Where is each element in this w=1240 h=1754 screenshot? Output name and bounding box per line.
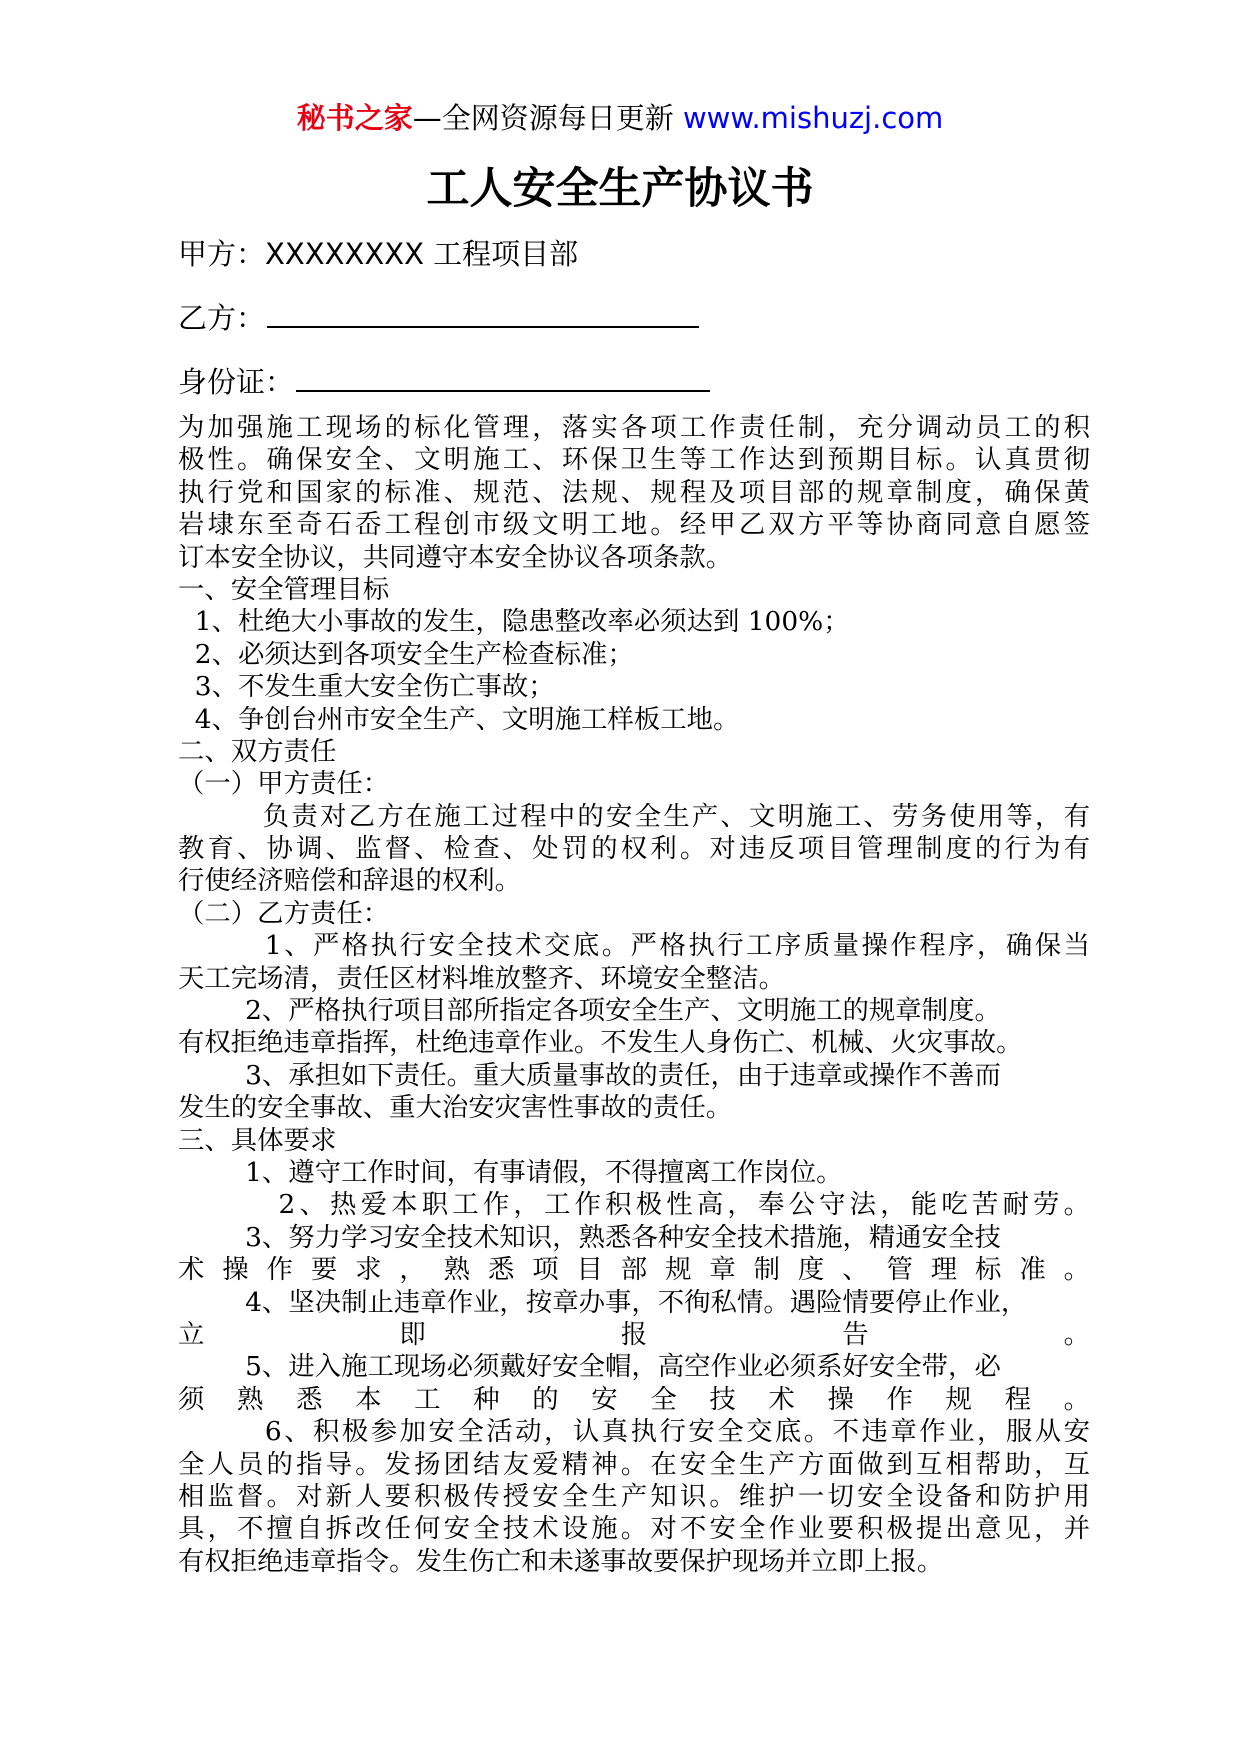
body-line: 2、必须达到各项安全生产检查标准； bbox=[178, 638, 634, 670]
body-line: 1、杜绝大小事故的发生，隐患整改率必须达到 100%； bbox=[178, 606, 850, 638]
party-a-line bbox=[178, 234, 578, 274]
body-line: 行使经济赔偿和辞退的权利。 bbox=[178, 865, 522, 897]
body-line: 极性。确保安全、文明施工、环保卫生等工作达到预期目标。认真贯彻 bbox=[178, 444, 1090, 476]
body-line: 有权拒绝违章指令。发生伤亡和未遂事故要保护现场并立即上报。 bbox=[178, 1545, 944, 1577]
body-line: 教育、协调、监督、检查、处罚的权利。对违反项目管理制度的行为有 bbox=[178, 833, 1090, 865]
body-line: 发生的安全事故、重大治安灾害性事故的责任。 bbox=[178, 1092, 733, 1124]
party-b-blank bbox=[267, 302, 699, 328]
body-line: 三、具体要求 bbox=[178, 1124, 337, 1156]
party-b-line bbox=[178, 298, 699, 338]
body-line: （二）乙方责任： bbox=[178, 897, 390, 929]
party-a-text: 甲方：XXXXXXXX 工程项目部 bbox=[178, 237, 579, 271]
site-header bbox=[0, 98, 1240, 138]
id-card-label: 身份证： bbox=[178, 365, 295, 399]
body-line: 二、双方责任 bbox=[178, 735, 337, 767]
body-line: 4、争创台州市安全生产、文明施工样板工地。 bbox=[178, 703, 740, 735]
body-line: 有权拒绝违章指挥，杜绝违章作业。不发生人身伤亡、机械、火灾事故。 bbox=[178, 1027, 1023, 1059]
body-line: 1、遵守工作时间，有事请假，不得擅离工作岗位。 bbox=[178, 1156, 843, 1188]
body-line: 须熟悉本工种的安全技术操作规程。 bbox=[178, 1383, 1090, 1415]
body-line: 天工完场清，责任区材料堆放整齐、环境安全整洁。 bbox=[178, 962, 785, 994]
body-line: 术操作要求，熟悉项目部规章制度、管理标准。 bbox=[178, 1254, 1090, 1286]
header-slogan: —全网资源每日更新 bbox=[412, 101, 674, 135]
body-line: 订本安全协议，共同遵守本安全协议各项条款。 bbox=[178, 541, 733, 573]
id-card-blank bbox=[296, 366, 710, 392]
body-line: 5、进入施工现场必须戴好安全帽，高空作业必须系好安全带，必 bbox=[178, 1351, 1001, 1383]
body-line: 1、严格执行安全技术交底。严格执行工序质量操作程序，确保当 bbox=[178, 930, 1090, 962]
body-line: 全人员的指导。发扬团结友爱精神。在安全生产方面做到互相帮助，互 bbox=[178, 1448, 1090, 1480]
brand-name: 秘书之家 bbox=[296, 101, 413, 135]
body-line: 2、严格执行项目部所指定各项安全生产、文明施工的规章制度。 bbox=[178, 995, 1001, 1027]
body-line: 一、安全管理目标 bbox=[178, 573, 390, 605]
body-line: 6、积极参加安全活动，认真执行安全交底。不违章作业，服从安 bbox=[178, 1416, 1090, 1448]
body-line: 立即报告。 bbox=[178, 1318, 1090, 1350]
agreement-body bbox=[178, 412, 1090, 1578]
body-line: 执行党和国家的标准、规范、法规、规程及项目部的规章制度，确保黄 bbox=[178, 476, 1090, 508]
body-line: （一）甲方责任： bbox=[178, 768, 390, 800]
document-title: 工人安全生产协议书 bbox=[426, 164, 814, 214]
body-line: 具，不擅自拆改任何安全技术设施。对不安全作业要积极提出意见，并 bbox=[178, 1513, 1090, 1545]
id-card-line bbox=[178, 362, 710, 402]
body-line: 负责对乙方在施工过程中的安全生产、文明施工、劳务使用等，有 bbox=[178, 800, 1090, 832]
body-line: 3、不发生重大安全伤亡事故； bbox=[178, 671, 555, 703]
body-line: 3、努力学习安全技术知识，熟悉各种安全技术措施，精通安全技 bbox=[178, 1221, 1001, 1253]
body-line: 4、坚决制止违章作业，按章办事，不徇私情。遇险情要停止作业， bbox=[178, 1286, 1028, 1318]
body-line: 2、热爱本职工作，工作积极性高，奉公守法，能吃苦耐劳。 bbox=[178, 1189, 1090, 1221]
site-url[interactable]: www.mishuzj.com bbox=[682, 101, 944, 135]
body-line: 3、承担如下责任。重大质量事故的责任，由于违章或操作不善而 bbox=[178, 1059, 1001, 1091]
body-line: 为加强施工现场的标化管理，落实各项工作责任制，充分调动员工的积 bbox=[178, 412, 1090, 443]
body-line: 相监督。对新人要积极传授安全生产知识。维护一切安全设备和防护用 bbox=[178, 1480, 1090, 1512]
body-line: 岩埭东至奇石岙工程创市级文明工地。经甲乙双方平等协商同意自愿签 bbox=[178, 509, 1090, 541]
party-b-label: 乙方： bbox=[178, 301, 266, 335]
